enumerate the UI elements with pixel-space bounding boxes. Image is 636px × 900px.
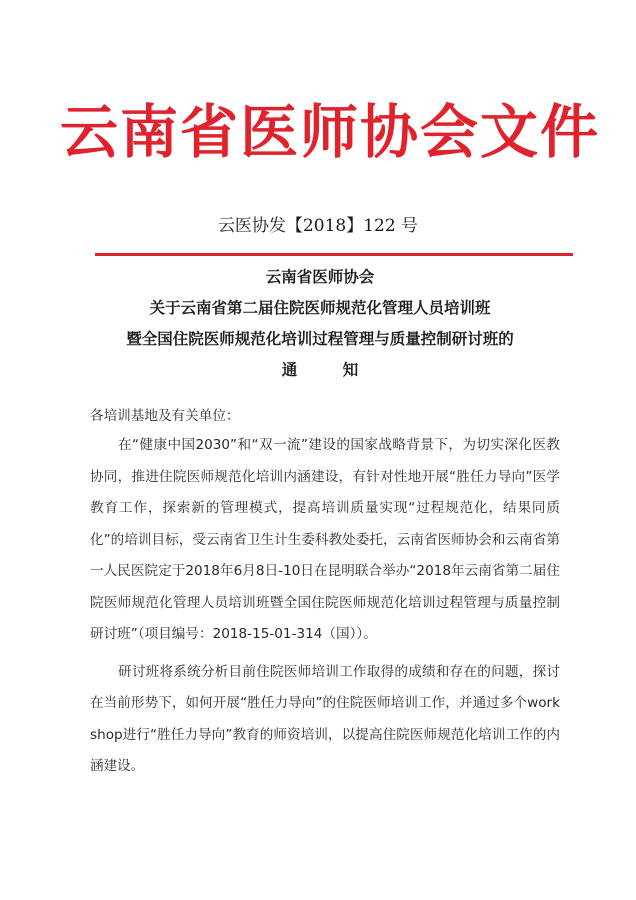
notice-body <box>90 402 560 783</box>
title-line-subject: 关于云南省第二届住院医师规范化管理人员培训班 <box>149 299 491 317</box>
salutation: 各培训基地及有关单位： <box>90 408 240 424</box>
title-line-issuer: 云南省医师协会 <box>265 268 375 286</box>
body-paragraph-2: 研讨班将系统分析目前住院医师培训工作取得的成绩和存在的问题，探讨在当前形势下，如何开展“胜任力导向”的住院医师培训工作，并通过多个workshop进行“胜任力导向”教育的师资培训，以提高住院医师规范化培训工作的内涵建设。 <box>90 663 560 774</box>
notice-title <box>80 262 560 386</box>
issuer-header: 云南省医师协会文件 <box>60 98 601 166</box>
body-paragraph-1: 在“健康中国2030”和“双一流”建设的国家战略背景下，为切实深化医教协同，推进住院医师规范化培训内涵建设，有针对性地开展“胜任力导向”医学教育工作，探索新的管理模式，提高培训质量实现“过程规范化，结果同质化”的培训目标，受云南省卫生计生委科教处委托，云南省医师协会和云南省第一人民医院定于2018年6月8日-10日在昆明联合举办“2018年云南省第二届住院医师规范化管理人员培训班暨全国住院医师规范化培训过程管理与质量控制研讨班”（项目编号：2018-15-01-314（国））。 <box>90 437 560 642</box>
title-line-notice: 通 知 <box>281 361 379 379</box>
red-divider-line <box>95 253 573 256</box>
title-line-subject-cont: 暨全国住院医师规范化培训过程管理与质量控制研讨班的 <box>126 330 514 348</box>
document-number: 云医协发【2018】122 号 <box>217 216 419 236</box>
